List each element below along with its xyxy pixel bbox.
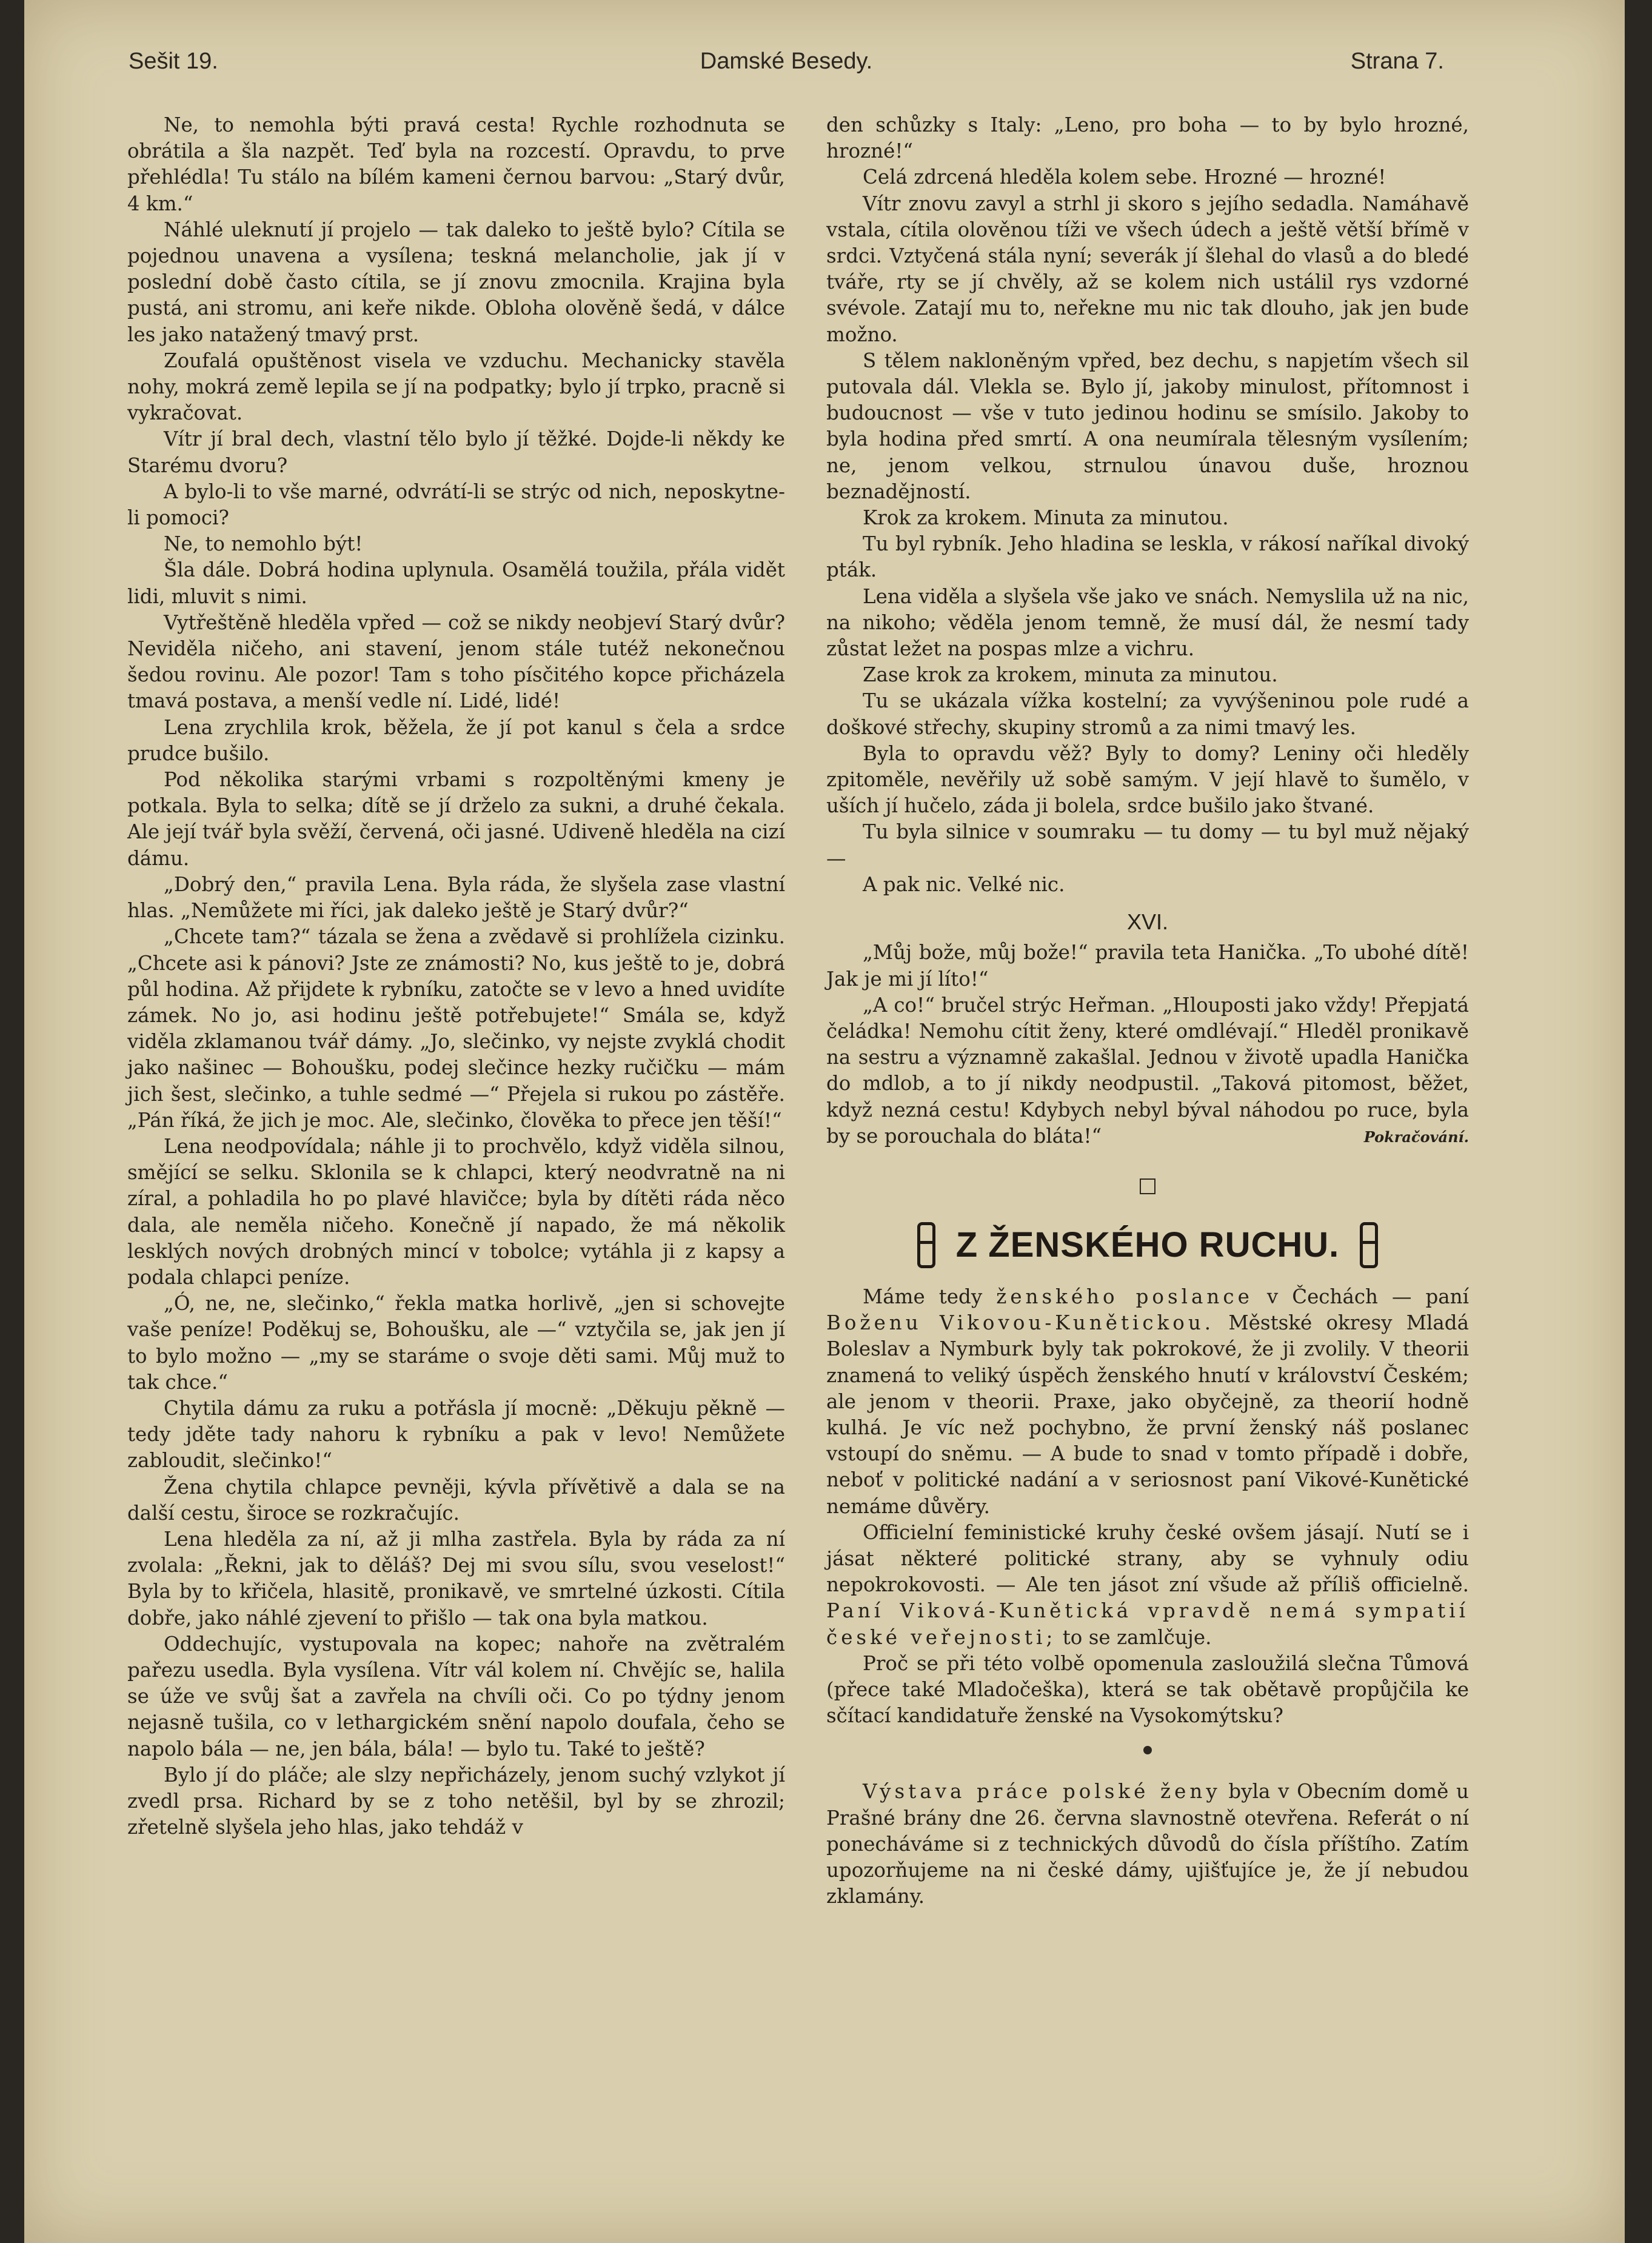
right-column — [826, 112, 1469, 1910]
story-paragraph: „Můj bože, můj bože!“ pravila teta Hanička. „To ubohé dítě! Jak je mi jí líto!“ — [826, 941, 1469, 991]
page-number: Strana 7. — [1350, 48, 1444, 74]
news-paragraph — [826, 1779, 1469, 1910]
story-paragraph: „Dobrý den,“ pravila Lena. Byla ráda, že slyšela zase vlastní hlas. „Nemůžete mi říci, jak daleko ještě je Starý dvůr?“ — [127, 872, 785, 923]
story-paragraph: Oddechujíc, vystupovala na kopec; nahoře na zvětralém pařezu usedla. Byla vysílena. Vítr vál kolem ní. Chvějíc se, halila se úže ve svůj šat a zavřela na chvíli oči. Co po týdny jenom nejasně tušila, co v lethargickém snění napolo doufala, čeho se napolo bála — ne, jen bála, bála! — bylo tu. Také to ještě? — [127, 1632, 785, 1760]
story-paragraph: „Ó, ne, ne, slečinko,“ řekla matka horlivě, „jen si schovejte vaše peníze! Poděkuj se, Bohoušku, ale —“ vztyčila se, jak jen jí to bylo možno — „my se staráme o svoje děti sami. Můj muž to tak chce.“ — [127, 1292, 785, 1394]
story-paragraph: „Chcete tam?“ tázala se žena a zvědavě si prohlížela cizinku. „Chcete asi k pánovi? Jste ze známosti? No, kus ještě to je, dobrá půl hodina. Až přijdete k rybníku, zatočte se v levo a hned uvidíte zámek. No jo, asi hodinu ještě potřebujete!“ Smála se, když viděla zklamanou tvář dámy. „Jo, slečinko, vy nejste zvyklá chodit jako našinec — Bohoušku, podej slečince hezky ručičku — mám jich šest, slečinko, a tuhle sedmé —“ Přejela si rukou po zástěře. „Pán říká, že jich je moc. Ale, slečinko, člověka to přece jen těší!“ — [127, 925, 785, 1132]
news-paragraph — [826, 1520, 1469, 1651]
story-paragraph: Bylo jí do pláče; ale slzy nepřicházely, jenom suchý vzlykot jí zvedl prsa. Richard by se z toho netěšil, byl by se zhrozil; zřetelně slyšela jeho hlas, jako tehdáž v — [127, 1763, 785, 1839]
magazine-page — [24, 0, 1625, 2243]
ornament-right-icon — [1360, 1222, 1378, 1268]
chapter-heading: XVI. — [1126, 909, 1169, 935]
story-paragraph: Ne, to nemohla býti pravá cesta! Rychle rozhodnuta se obrátila a šla nazpět. Teď byla na rozcestí. Opravdu, to prve přehlédla! Tu stálo na bílém kameni černou barvou: „Starý dvůr, 4 km.“ — [127, 113, 785, 215]
magazine-title: Damské Besedy. — [700, 48, 873, 74]
spaced-emphasis: Boženu Vikovou-Kunětickou. — [826, 1311, 1215, 1335]
square-ornament-icon — [1140, 1178, 1155, 1194]
spaced-emphasis: Výstava práce polské ženy — [863, 1780, 1221, 1803]
story-paragraph: Lena zrychlila krok, běžela, že jí pot kanul s čela a srdce prudce bušilo. — [127, 715, 785, 765]
story-paragraph: Tu byla silnice v soumraku — tu domy — tu byl muž nějaký — — [826, 820, 1469, 870]
story-paragraph: Tu byl rybník. Jeho hladina se leskla, v rákosí naříkal divoký pták. — [826, 532, 1469, 582]
issue-number: Sešit 19. — [129, 48, 218, 74]
story-paragraph: Lena neodpovídala; náhle ji to prochvělo, když viděla silnou, smějící se selku. Sklonila se k chlapci, který neodvratně na ni zíral, a pohladila ho po plavé hlavičce; byla by dítěti ráda něco dala, ale neměla ničeho. Konečně jí napado, že má několik lesklých nových drobných mincí v tobolce; vytáhla ji z kapsy a podala chlapci peníze. — [127, 1134, 785, 1289]
story-paragraph: Lena hleděla za ní, až ji mlha zastřela. Byla by ráda za ní zvolala: „Řekni, jak to děláš? Dej mi svou sílu, svou veselost!“ Byla by to křičela, hlasitě, pronikavě, ve smrtelné úzkosti. Cítila dobře, jako náhlé zjevení to přišlo — tak ona byla matkou. — [127, 1527, 785, 1630]
left-column — [127, 112, 785, 1840]
story-paragraph: Lena viděla a slyšela vše jako ve snách. Nemyslila už na nic, na nikoho; věděla jenom temně, že musí dál, že nesmí tady zůstat ležet na pospas mlze a vichru. — [826, 584, 1469, 661]
story-paragraph: Byla to opravdu věž? Byly to domy? Leniny oči hleděly zpitoměle, nevěřily už sobě samým. V její hlavě to šumělo, v uších jí hučelo, záda ji bolela, srdce bušilo jako štvané. — [826, 741, 1469, 818]
story-paragraph: Tu se ukázala vížka kostelní; za vyvýšeninou pole rudé a doškové střechy, skupiny stromů a za nimi tmavý les. — [826, 689, 1469, 739]
news-text: byla v Obecním domě u Prašné brány dne 26. června slavnostně otevřena. Referát o ní ponecháváme si z technických důvodů do čísla příštího. Zatím upozorňujeme na ni české dámy, ujišťujíce je, že jí nebudou zklamány. — [826, 1780, 1469, 1908]
spaced-emphasis: ženského poslance — [996, 1285, 1253, 1308]
story-paragraph: A bylo-li to vše marné, odvrátí-li se strýc od nich, neposkytne-li pomoci? — [127, 480, 785, 530]
news-text: Officielní feministické kruhy české ovšem jásají. Nutí se i jásat některé politické strany, aby se vyhnuly odiu nepokrokovosti. — Ale ten jásot zní všude až příliš officielně. — [826, 1520, 1469, 1597]
story-paragraph: Ne, to nemohlo být! — [164, 532, 363, 556]
story-paragraph: Šla dále. Dobrá hodina uplynula. Osamělá toužila, přála vidět lidi, mluvit s nimi. — [127, 558, 785, 608]
story-paragraph: Vítr znovu zavyl a strhl ji skoro s jejího sedadla. Namáhavě vstala, cítila olověnou tíži ve všech údech a ještě větší břímě v srdci. Vztyčená stála nyní; severák jí šlehal do vlasů a do bledé tváře, rty se jí chvěly, až se kolem nich ustálil rys vzdorné svévole. Zatají mu to, neřekne mu nic tak dlouho, jak jen bude možno. — [826, 192, 1469, 346]
spaced-emphasis: Paní Viková-Kunětická vpravdě nemá sympatií české veřejnosti; — [826, 1599, 1469, 1649]
ornament-left-icon — [917, 1222, 935, 1268]
story-paragraph: Krok za krokem. Minuta za minutou. — [863, 506, 1229, 530]
news-paragraph — [826, 1284, 1469, 1520]
story-paragraph: den schůzky s Italy: „Leno, pro boha — to by bylo hrozné, hrozné!“ — [826, 113, 1469, 163]
story-paragraph: Žena chytila chlapce pevněji, kývla přívětivě a dala se na další cestu, široce se rozkračujíc. — [127, 1475, 785, 1525]
page-header — [129, 48, 1444, 85]
story-paragraph: „A co!“ bručel strýc Heřman. „Hlouposti jako vždy! Přepjatá čeládka! Nemohu cítit ženy, které omdlévají.“ Hleděl pronikavě na sestru a významně zakašlal. Jednou v životě upadla Hanička do mdlob, a to jí nikdy neodpustil. „Taková pitomost, běžet, když nezná cestu! Kdybych nebyl býval náhodou po ruce, byla by se porouchala do bláta!“ — [826, 993, 1469, 1148]
news-text: Městské okresy Mladá Boleslav a Nymburk byly tak pokrokové, že ji zvolily. V theorii znamená to veliký úspěch ženského hnutí v království Českém; ale jenom v theorii. Praxe, jako obyčejně, za theorií hodně kulhá. Je víc než pochybno, že první ženský náš poslanec vstoupí do sněmu. — A bude to snad v tomto případě i dobře, neboť v politické nadání a v seriosnost paní Vikové-Kunětické nemáme důvěry. — [826, 1311, 1469, 1518]
news-text: v Čechách — paní — [1252, 1285, 1469, 1308]
story-paragraph: Vytřeštěně hleděla vpřed — což se nikdy neobjeví Starý dvůr? Neviděla ničeho, ani stavení, jenom stále tutéž nekonečnou šedou rovinu. Ale pozor! Tam s toho písčitého kopce přicházela tmavá postava, a menší vedle ní. Lidé, lidé! — [127, 610, 785, 713]
story-paragraph: Chytila dámu za ruku a potřásla jí mocně: „Děkuju pěkně — tedy jděte tady nahoru k rybníku a pak v levo! Nemůžete zabloudit, slečinko!“ — [127, 1396, 785, 1472]
bullet-separator-icon — [1143, 1746, 1152, 1754]
section-rubric — [826, 1222, 1469, 1268]
news-text: to se zamlčuje. — [1056, 1625, 1212, 1649]
news-text: Máme tedy — [863, 1285, 997, 1308]
story-paragraph: Zoufalá opuštěnost visela ve vzduchu. Mechanicky stavěla nohy, mokrá země lepila se jí na podpatky; bylo jí trpko, pracně si vykračovat. — [127, 349, 785, 425]
story-paragraph: Vítr jí bral dech, vlastní tělo bylo jí těžké. Dojde-li někdy ke Starému dvoru? — [127, 427, 785, 477]
story-paragraph: Celá zdrcená hleděla kolem sebe. Hrozné — hrozné! — [863, 165, 1386, 189]
story-paragraph: Zase krok za krokem, minuta za minutou. — [863, 663, 1278, 687]
story-paragraph: S tělem nakloněným vpřed, bez dechu, s napjetím všech sil putovala dál. Vlekla se. Bylo jí, jakoby minulost, přítomnost i budoucnost — vše v tuto jedinou hodinu se smísilo. Jakoby to byla hodina před smrtí. A ona neumírala tělesným vysílením; ne, jenom velkou, strnulou únavou duše, hroznou beznadějností. — [826, 349, 1469, 503]
rubric-title: Z ŽENSKÉHO RUCHU. — [955, 1225, 1340, 1265]
story-paragraph: Náhlé uleknutí jí projelo — tak daleko to ještě bylo? Cítila se pojednou unavena a vysílena; teskná melancholie, jak jí v poslední době často cítila, se jí znovu zmocnila. Krajina byla pustá, ani stromu, ani keře nikde. Obloha olověně šedá, v dálce les jako natažený tmavý prst. — [127, 218, 785, 346]
news-paragraph: Proč se při této volbě opomenula zasloužilá slečna Tůmová (přece také Mladočeška), která se tak obětavě propůjčila ke sčítací kandidatuře ženské na Vysokomýtsku? — [826, 1651, 1469, 1728]
continued-note: Pokračování. — [1363, 1128, 1469, 1146]
story-paragraph: Pod několika starými vrbami s rozpoltěnými kmeny je potkala. Byla to selka; dítě se jí drželo za sukni, a druhé čekala. Ale její tvář byla svěží, červená, oči jasné. Udiveně hleděla na cizí dámu. — [127, 768, 785, 870]
story-paragraph: A pak nic. Velké nic. — [863, 872, 1065, 896]
